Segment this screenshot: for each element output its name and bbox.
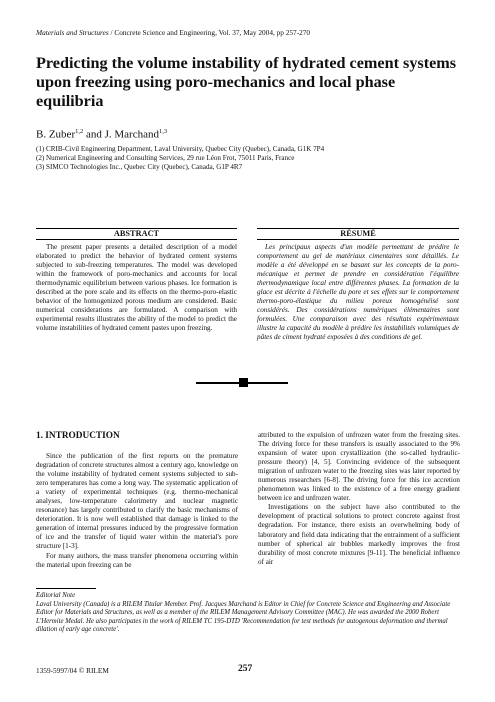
editorial-note-heading: Editorial Note	[36, 592, 76, 599]
abstract-text: The present paper presents a detailed description of a model elaborated to predict the behavior of hydrated cement systems subjected to sub-freezing temperatures. The model was developed within the framework of poro-mechanics and accounts for local thermodynamic equilibrium between various phases. Ice formation is described at the pore scale and its effects on the thermo-poro-elastic behavior of the homogenized porous medium are considered. Basic numerical considerations are formulated. A comparison with experimental results illustrates the ability of the model to predict the volume instabilities of hydrated cement pastes upon freezing.	[36, 243, 237, 333]
footnote-rule	[36, 588, 96, 589]
intro-paragraph-1: Since the publication of the first reports on the premature degradation of concrete structures almost a century ago, knowledge on the volume instability of hydrated cement systems subjected to sub-zero temperatures has come a long way. The systematic application of a variety of experimental techniques (e.g. thermo-mechanical analyses, low-temperature calorimetry and nuclear magnetic resonance) has largely contributed to clarify the basic mechanisms of deterioration. It is now well established that damage is linked to the generation of internal pressures induced by the progressive formation of ice and the transfer of liquid water within the material's pore structure [1-3].	[36, 452, 238, 551]
affiliation-3: (3) SIMCO Technologies Inc., Quebec City (Quebec), Canada, G1P 4R7	[36, 163, 243, 171]
intro-paragraph-4: Investigations on the subject have also contributed to the development of practical solutions to protect concrete against frost degradation. For instance, there exists an overwhelming body of laboratory and field data indicating that the entrainment of a sufficient number of spherical air bubbles markedly improves the frost durability of most concrete mixtures [9-11]. The beneficial influence of air	[258, 503, 460, 566]
resume-text: Les principaux aspects d'un modèle permettant de prédire le comportement au gel de matériaux cimentaires sont détaillés. Le modèle a été développé en se basant sur les concepts de la poro-mécanique et permet de prendre en considération l'équilibre thermodynamique local entre différentes phases. La formation de la glace est décrite à l'échelle du pore et ses effets sur le comportement thermo-poro-élastique du milieu poreux homogénéisé sont considérés. Des considérations numériques élémentaires sont formulées. Une comparaison avec des résultats expérimentaux illustre la capacité du modèle à prédire les instabilités volumiques de pâtes de ciment hydraté exposées à des conditions de gel.	[257, 243, 459, 342]
intro-column-right	[258, 431, 460, 567]
abstract-heading: ABSTRACT	[36, 228, 237, 240]
journal-citation: / Concrete Science and Engineering, Vol. 37, May 2004, pp 257-270	[108, 28, 311, 37]
editorial-note-text: Laval University (Canada) is a RILEM Titular Member. Prof. Jacques Marchand is Editor in Chief for Concrete Science and Engineering and Associate Editor for Materials and Structures, as well as a member of the RILEM Management Advisory Committee (MAC). He was awarded the 2000 Robert L'Hermite Medal. He also participates in the work of RILEM TC 195-DTD 'Recommendation for test methods for autogenous deformation and thermal dilation of early age concrete'.	[36, 601, 451, 634]
author-zuber-affil: 1,2	[75, 128, 84, 135]
journal-header	[36, 28, 310, 37]
journal-name: Materials and Structures	[36, 28, 109, 37]
affiliation-1: (1) CRIB-Civil Engineering Department, Laval University, Quebec City (Quebec), Canada, G1K 7P4	[36, 145, 325, 153]
intro-column-left	[36, 452, 238, 570]
resume-heading: RÉSUMÉ	[257, 228, 459, 240]
author-zuber: B. Zuber	[36, 128, 76, 141]
page-number: 257	[238, 664, 253, 674]
issn-copyright: 1359-5997/04 © RILEM	[36, 666, 109, 675]
author-marchand-affil: 1,3	[159, 128, 168, 135]
intro-paragraph-2: For many authors, the mass transfer phenomena occurring within the material upon freezing can be	[36, 551, 238, 569]
intro-paragraph-3: attributed to the expulsion of unfrozen water from the freezing sites. The driving force for these transfers is usually associated to the 9% expansion of water upon crystallization (the so-called hydraulic-pressure theory) [4, 5]. Convincing evidence of the subsequent migration of unfrozen water to the freezing sites was later reported by numerous researchers [6-8]. The driving force for this ice accretion phenomenon was linked to the existence of a free energy gradient between ice and unfrozen water.	[258, 431, 460, 503]
author-marchand: and J. Marchand	[83, 128, 159, 141]
affiliation-2: (2) Numerical Engineering and Consulting Services, 29 rue Léon Frot, 75011 Paris, France	[36, 154, 295, 162]
divider-square	[239, 378, 248, 387]
author-line	[36, 128, 167, 141]
section-heading-introduction: 1. INTRODUCTION	[36, 431, 120, 441]
paper-title: Predicting the volume instability of hydrated cement systems upon freezing using poro-mechanics and local phase equilibria	[36, 54, 457, 110]
